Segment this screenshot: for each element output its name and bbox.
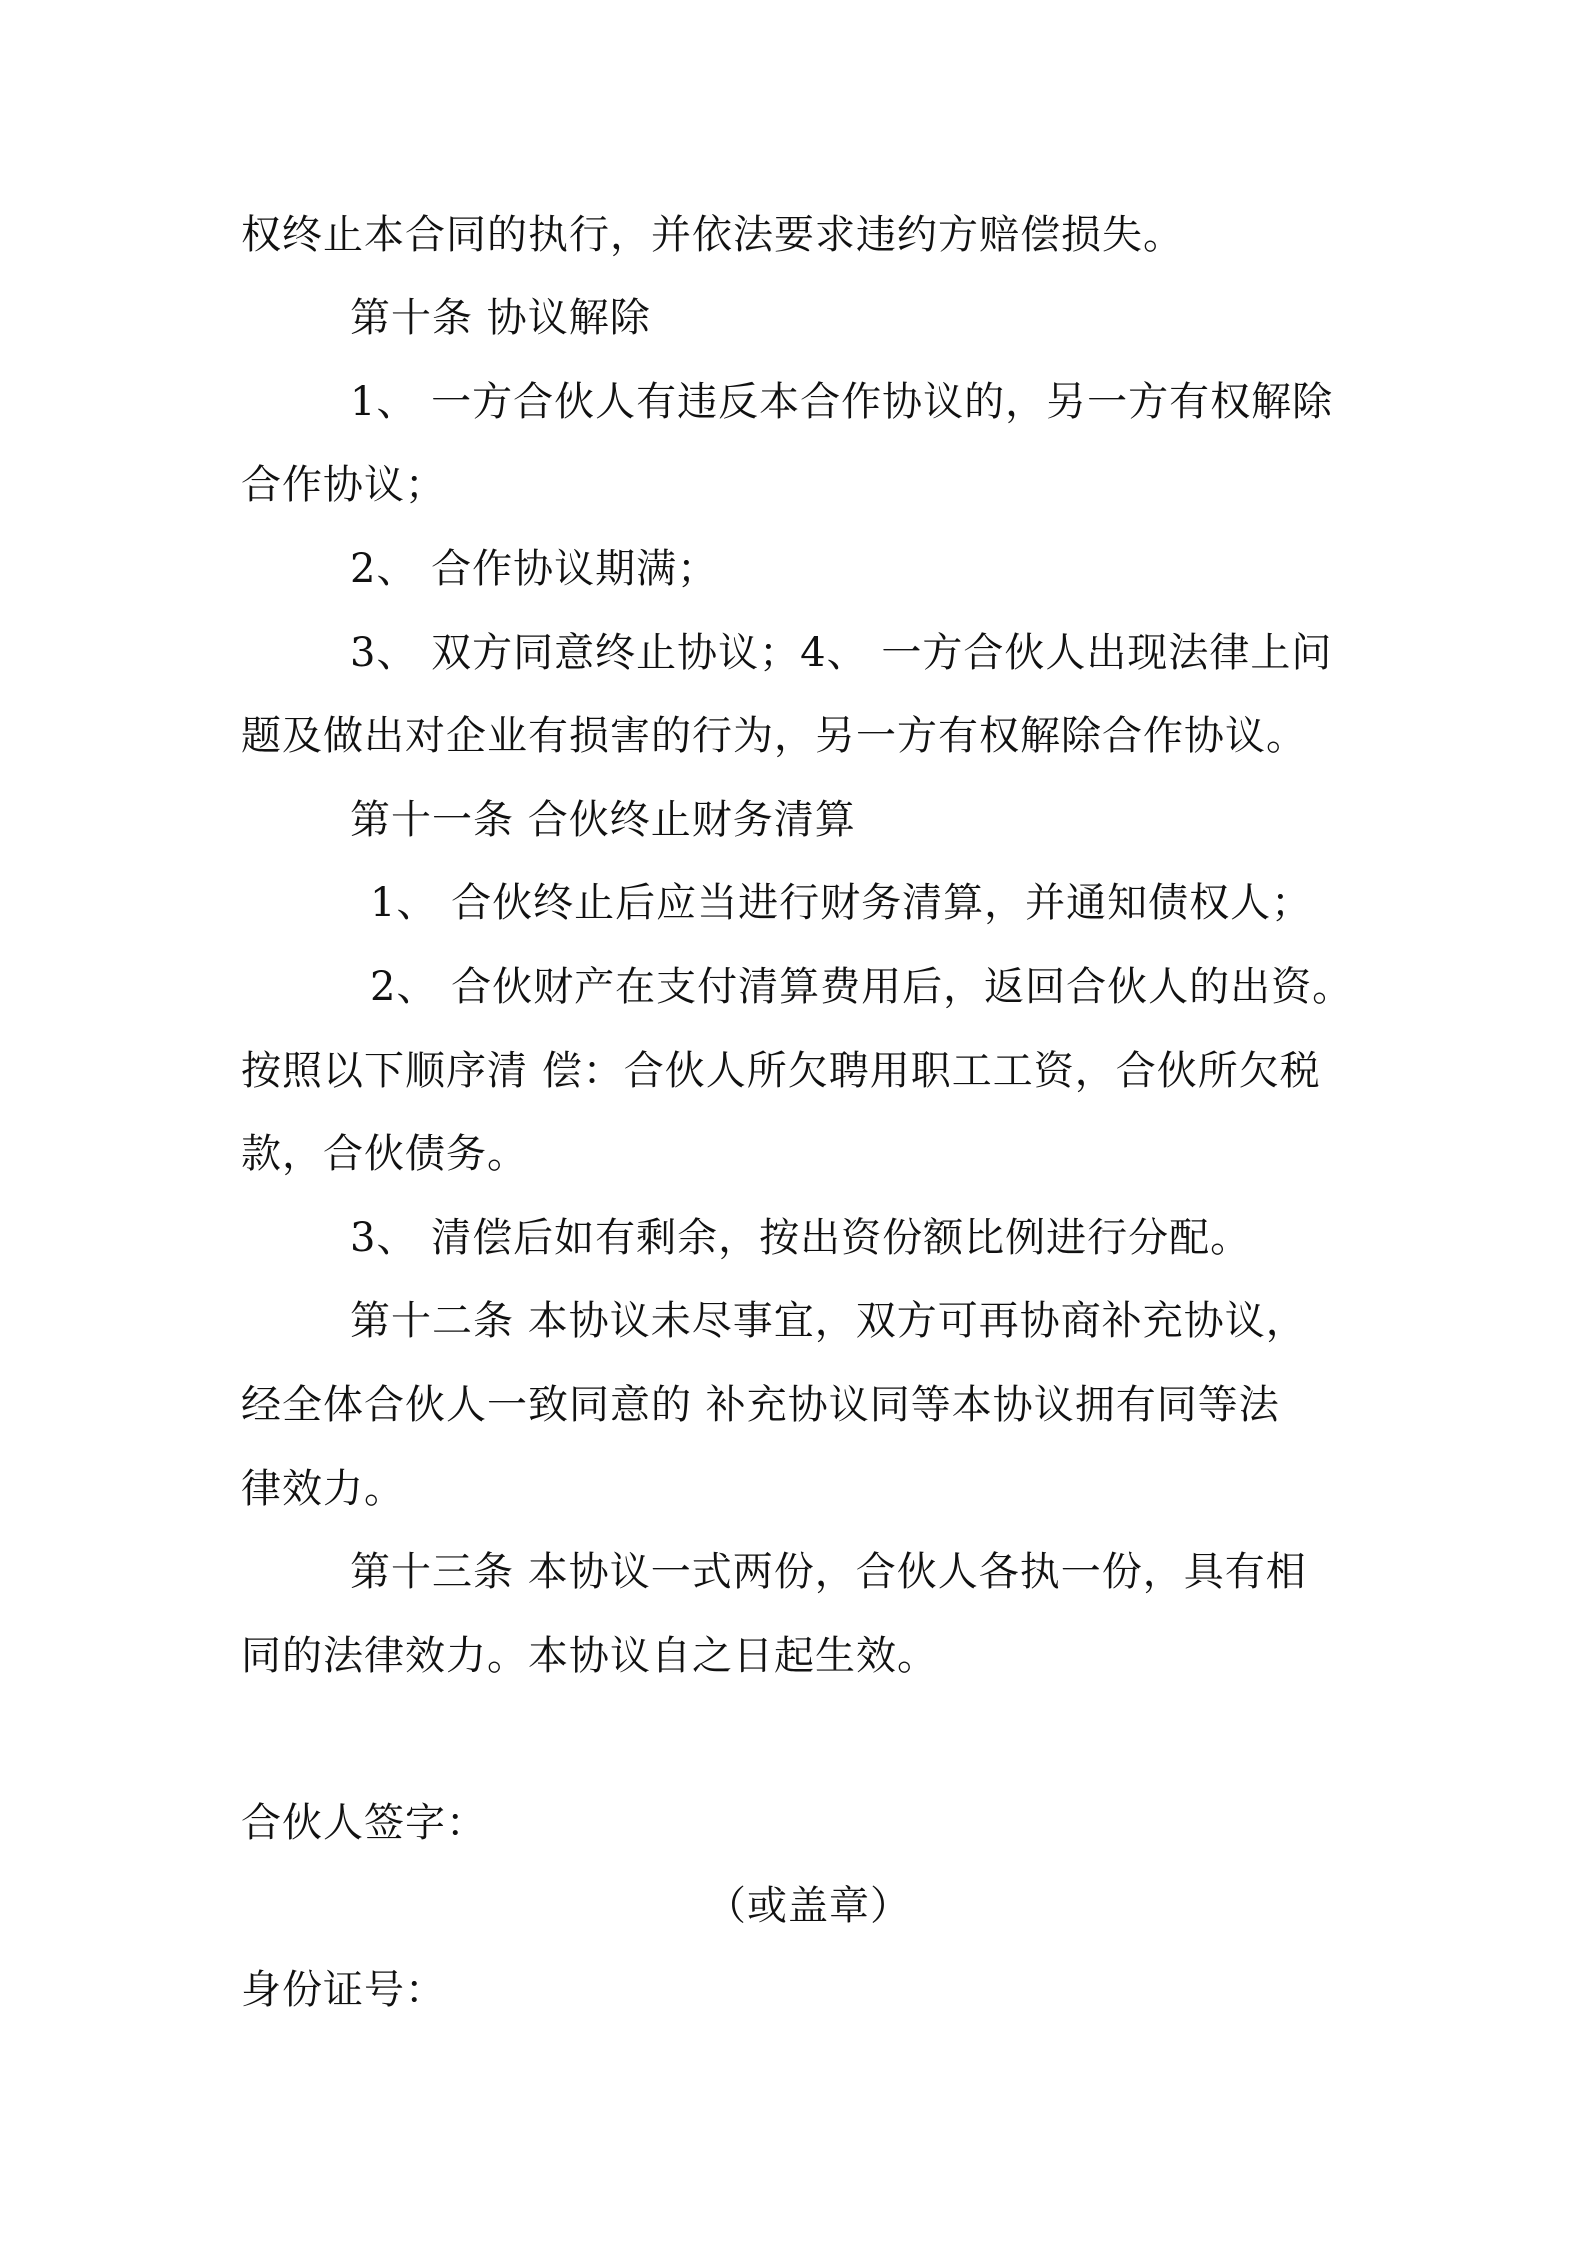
article-12-cont-2: 律效力。	[241, 1466, 405, 1512]
article-13-cont: 同的法律效力。本协议自之日起生效。	[241, 1633, 938, 1679]
article-11-item-2: 2、 合伙财产在支付清算费用后，返回合伙人的出资。	[370, 964, 1354, 1010]
article-12: 第十二条 本协议未尽事宜，双方可再协商补充协议，	[350, 1298, 1307, 1344]
text-line-continuation: 权终止本合同的执行，并依法要求违约方赔偿损失。	[241, 212, 1184, 258]
id-number-label: 身份证号：	[241, 1967, 446, 2013]
article-11-item-2-cont-2: 款，合伙债务。	[241, 1131, 528, 1177]
article-11-heading: 第十一条 合伙终止财务清算	[350, 797, 856, 843]
article-10-item-2: 2、 合作协议期满；	[350, 546, 719, 592]
article-13: 第十三条 本协议一式两份，合伙人各执一份，具有相	[350, 1549, 1307, 1595]
article-12-cont: 经全体合伙人一致同意的 补充协议同等本协议拥有同等法	[241, 1382, 1280, 1428]
seal-label: （或盖章）	[706, 1883, 911, 1929]
article-11-item-1: 1、 合伙终止后应当进行财务清算，并通知债权人；	[370, 880, 1313, 926]
article-11-item-3: 3、 清偿后如有剩余，按出资份额比例进行分配。	[350, 1215, 1252, 1261]
article-10-item-1-cont: 合作协议；	[241, 462, 446, 508]
article-10-heading: 第十条 协议解除	[350, 295, 651, 341]
article-10-item-4-cont: 题及做出对企业有损害的行为，另一方有权解除合作协议。	[241, 713, 1307, 759]
article-10-item-3-4: 3、 双方同意终止协议；4、 一方合伙人出现法律上问	[350, 630, 1333, 676]
article-10-item-1: 1、 一方合伙人有违反本合作协议的，另一方有权解除	[350, 379, 1334, 425]
partner-signature-label: 合伙人签字：	[241, 1800, 487, 1846]
article-11-item-2-cont: 按照以下顺序清 偿：合伙人所欠聘用职工工资，合伙所欠税	[241, 1048, 1321, 1094]
